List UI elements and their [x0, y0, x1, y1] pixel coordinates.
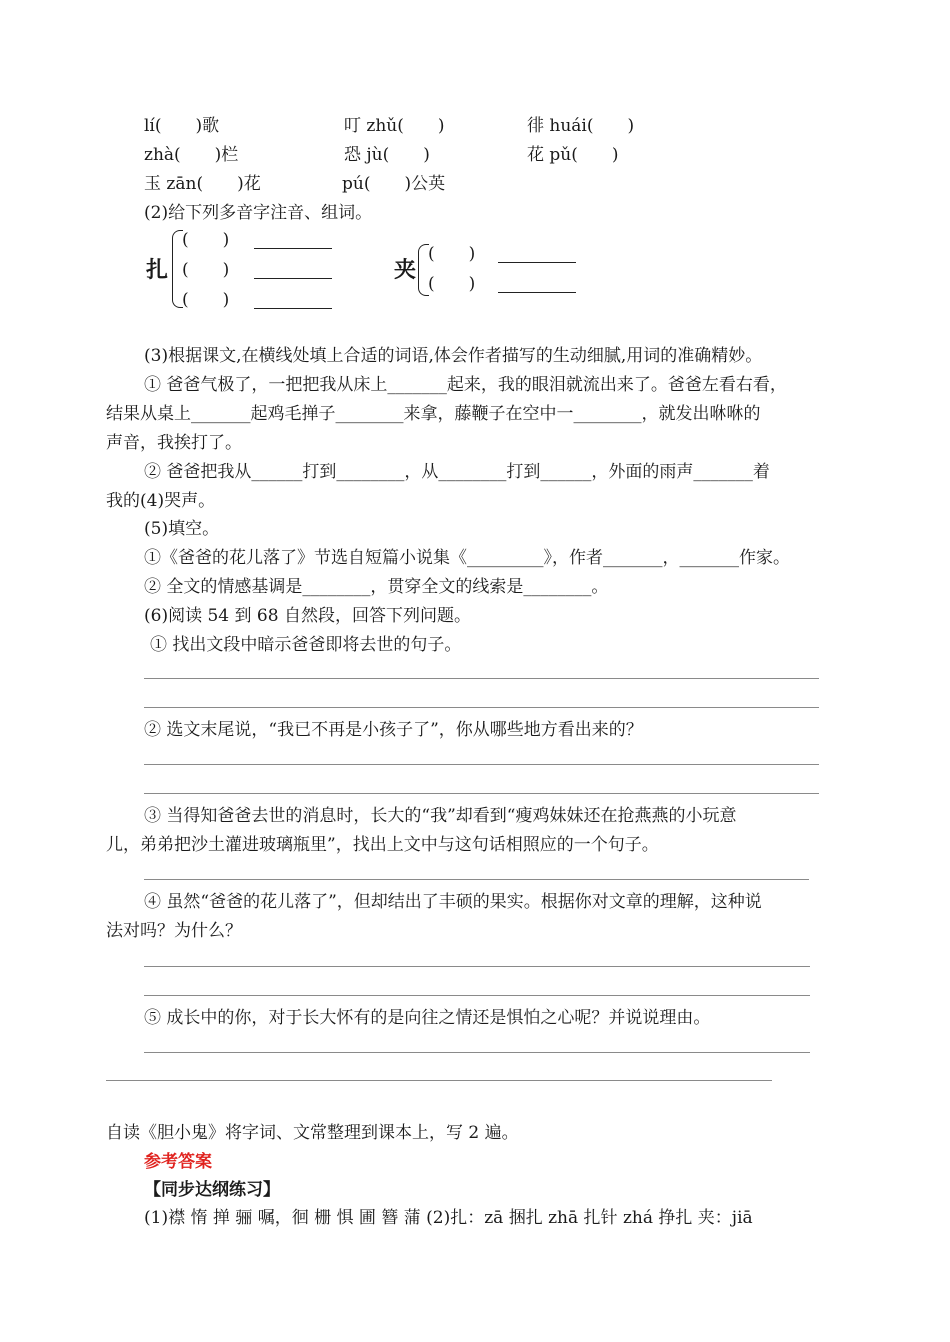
polyphone-entry: ( ) [182, 290, 230, 310]
answer-blank[interactable] [498, 292, 576, 293]
question-6-sub4-line: ④ 虽然“爸爸的花儿落了”，但却结出了丰硕的果实。根据你对文章的理解，这种说 [144, 892, 762, 912]
question-5-line: ①《爸爸的花儿落了》节选自短篇小说集《_________》，作者_______，_______作家。 [144, 548, 790, 568]
answer-line[interactable] [144, 678, 819, 679]
question-3-line: ② 爸爸把我从______打到________，从________打到______，外面的雨声_______着 [144, 462, 770, 482]
question-3-line: ① 爸爸气极了，一把把我从床上_______起来，我的眼泪就流出来了。爸爸左看右看， [144, 375, 787, 395]
question-6-sub3-line: ③ 当得知爸爸去世的消息时，长大的“我”却看到“瘦鸡妹妹还在抢燕燕的小玩意 [144, 806, 737, 826]
question-6-sub5: ⑤ 成长中的你，对于长大怀有的是向往之情还是惧怕之心呢？并说说理由。 [144, 1008, 711, 1028]
pinyin-item: 玉 zān( )花 [144, 174, 261, 194]
polyphone-entry: ( ) [182, 260, 230, 280]
answer-line[interactable] [144, 966, 810, 967]
polyphone-entry: ( ) [182, 230, 230, 250]
answer-line[interactable] [144, 764, 819, 765]
self-read-instruction: 自读《胆小鬼》将字词、文常整理到课本上，写 2 遍。 [106, 1123, 519, 1143]
question-5-line: ② 全文的情感基调是________，贯穿全文的线索是________。 [144, 577, 609, 597]
question-6-sub3-line: 儿，弟弟把沙土灌进玻璃瓶里”，找出上文中与这句话相照应的一个句子。 [106, 835, 659, 855]
pinyin-item: 叮 zhǔ( ) [344, 116, 445, 136]
question-5-title: (5)填空。 [144, 519, 220, 539]
answer-blank[interactable] [254, 278, 332, 279]
answer-blank[interactable] [254, 248, 332, 249]
pinyin-item: 花 pǔ( ) [527, 145, 619, 165]
question-3-line: 结果从桌上_______起鸡毛掸子________来拿，藤鞭子在空中一________，就发出咻咻的 [106, 404, 761, 424]
answer-heading: 参考答案 [144, 1152, 212, 1172]
answer-line[interactable] [144, 879, 809, 880]
answer-line[interactable] [144, 995, 810, 996]
question-6-sub4-line: 法对吗？为什么？ [106, 921, 242, 941]
answer-line[interactable] [144, 793, 819, 794]
polyphone-char: 夹 [394, 257, 417, 283]
answer-section-title: 【同步达纲练习】 [144, 1180, 280, 1200]
pinyin-item: 徘 huái( ) [527, 116, 635, 136]
answer-line[interactable] [106, 1080, 772, 1081]
question-6-sub2: ② 选文末尾说，“我已不再是小孩子了”，你从哪些地方看出来的？ [144, 720, 643, 740]
question-6-title: (6)阅读 54 到 68 自然段，回答下列问题。 [144, 606, 471, 626]
pinyin-item: 恐 jù( ) [344, 145, 430, 165]
polyphone-entry: ( ) [428, 274, 476, 294]
answer-line[interactable] [144, 1052, 810, 1053]
polyphone-char: 扎 [146, 257, 169, 283]
answer-blank[interactable] [498, 262, 576, 263]
pinyin-item: lí( )歌 [144, 116, 220, 136]
pinyin-item: pú( )公英 [342, 174, 446, 194]
question-3-line: 我的(4)哭声。 [106, 491, 216, 511]
question-3-title: (3)根据课文,在横线处填上合适的词语,体会作者描写的生动细腻,用词的准确精妙。 [144, 346, 763, 366]
answer-blank[interactable] [254, 308, 332, 309]
question-2-title: (2)给下列多音字注音、组词。 [144, 203, 373, 223]
answer-line[interactable] [144, 707, 819, 708]
question-3-line: 声音，我挨打了。 [106, 433, 242, 453]
polyphone-entry: ( ) [428, 244, 476, 264]
answer-line-1: (1)襟 惰 掸 骊 嘱，徊 栅 惧 圃 簪 蒲 (2)扎：zā 捆扎 zhā 扎针 zhá 挣扎 夹：jiā [144, 1208, 753, 1228]
question-6-sub1: ① 找出文段中暗示爸爸即将去世的句子。 [150, 635, 462, 655]
pinyin-item: zhà( )栏 [144, 145, 239, 165]
